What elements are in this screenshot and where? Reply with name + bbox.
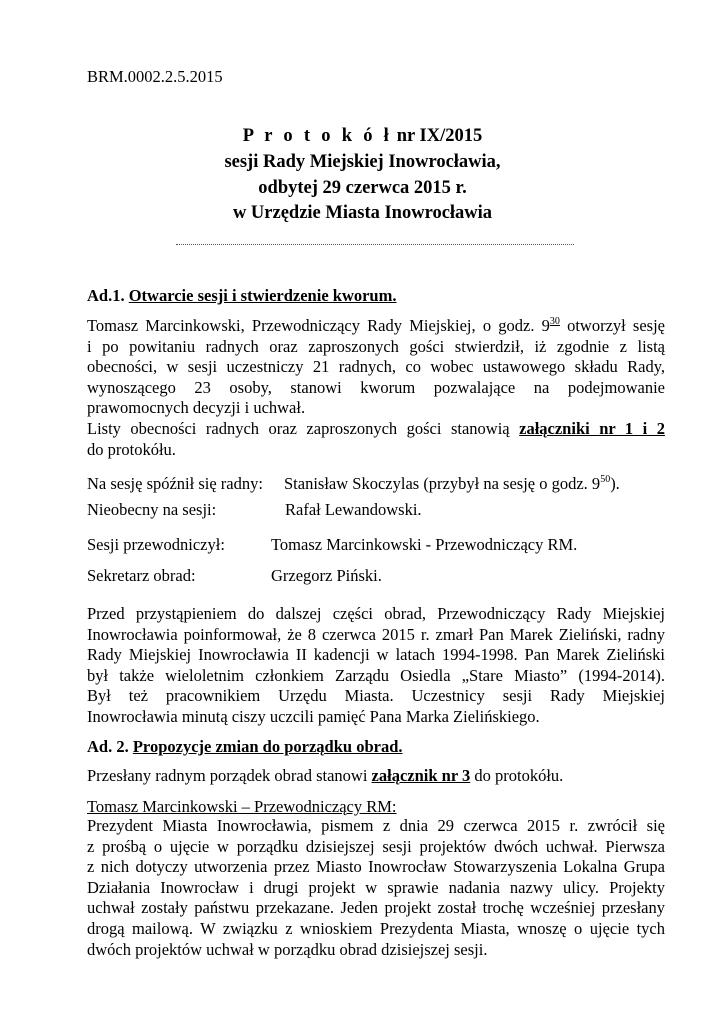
ad1-heading-text: Otwarcie sesji i stwierdzenie kworum. bbox=[128, 286, 397, 305]
text-line: Inowrocławia poinformował, że 8 czerwca 2015 r. zmarł Pan Marek Zieliński, radny bbox=[87, 624, 665, 644]
attachment-reference: załączniki nr 1 i 2 bbox=[519, 418, 665, 438]
row-late bbox=[87, 474, 620, 494]
text-line: i po powitaniu radnych oraz zaproszonych gości stwierdził, iż zgodnie z listą bbox=[87, 336, 665, 356]
text-line: obecności, w sesji uczestniczy 21 radnych, co wobec ustawowego składu Rady, bbox=[87, 357, 665, 377]
dotted-divider bbox=[176, 240, 574, 245]
text-line: do protokółu. bbox=[87, 439, 176, 459]
ad2-prefix: Ad. 2. bbox=[87, 737, 133, 756]
ad1-prefix: Ad.1. bbox=[87, 286, 129, 305]
text-line: Prezydent Miasta Inowrocławia, pismem z dnia 29 czerwca 2015 r. zwrócił się bbox=[87, 816, 665, 835]
section-heading-ad2 bbox=[87, 737, 403, 757]
late-value: Stanisław Skoczylas (przybył na sesję o godz. $9^{50}$). bbox=[284, 474, 620, 493]
ad2-heading-text: Propozycje zmian do porządku obrad. bbox=[132, 737, 403, 756]
text-line: Był też pracownikiem Urzędu Miasta. Uczestnicy sesji Rady Miejskiej bbox=[87, 686, 665, 706]
text-line: Przed przystąpieniem do dalszej części obrad, Przewodniczący Rady Miejskiej bbox=[87, 604, 665, 623]
secretary-label: Sekretarz obrad: bbox=[87, 566, 196, 585]
title-protokol: P r o t o k ó ł bbox=[242, 126, 393, 146]
paragraph-mayor-request bbox=[87, 816, 665, 960]
document-reference: BRM.0002.2.5.2015 bbox=[87, 67, 223, 86]
text-line: z prośbą o ujęcie w porządku dzisiejszej sesji projektów dwóch uchwał. Pierwsza bbox=[87, 836, 665, 856]
text-line: uchwał zostały państwu przekazane. Jeden projekt został trochę wcześniej przesłany bbox=[87, 898, 665, 918]
paragraph-memorial bbox=[87, 604, 665, 728]
protocol-title bbox=[0, 124, 725, 149]
text-line: prawomocnych decyzji i uchwał. bbox=[87, 398, 306, 418]
text-line: dwóch projektów uchwał w porządku obrad dzisiejszej sesji. bbox=[87, 939, 488, 959]
title-line-3: odbytej 29 czerwca 2015 r. bbox=[258, 178, 467, 198]
text-line: Listy obecności radnych oraz zaproszonych gości stanowią załączniki nr 1 i 2 bbox=[87, 418, 665, 438]
text-line: wynoszącego 23 osoby, stanowi kworum pozwalające na podejmowanie bbox=[87, 377, 665, 397]
title-number: nr IX/2015 bbox=[392, 126, 483, 146]
chair-value: Tomasz Marcinkowski - Przewodniczący RM. bbox=[271, 535, 578, 554]
secretary-value: Grzegorz Piński. bbox=[271, 566, 382, 585]
text-line: z nich dotyczy utworzenia przez Miasto Inowrocław Stowarzyszenia Lokalna Grupa bbox=[87, 857, 665, 877]
section-heading-ad1 bbox=[87, 286, 396, 306]
paragraph-opening bbox=[87, 316, 665, 460]
chair-label: Sesji przewodniczył: bbox=[87, 535, 225, 554]
text-line: drogą mailową. W związku z wnioskiem Prezydenta Miasta, wnoszę o ujęcie tych bbox=[87, 918, 665, 938]
agenda-line: Przesłany radnym porządek obrad stanowi załącznik nr 3 do protokółu. bbox=[87, 766, 564, 785]
speaker-label: Tomasz Marcinkowski – Przewodniczący RM: bbox=[87, 797, 397, 816]
row-secretary bbox=[87, 566, 382, 586]
title-line-2: sesji Rady Miejskiej Inowrocławia, bbox=[224, 152, 501, 172]
late-label: Na sesję spóźnił się radny: bbox=[87, 474, 263, 493]
attachment-reference: załącznik nr 3 bbox=[371, 766, 471, 785]
text-line: Działania Inowrocław i drugi projekt w sprawie nadania nazwy ulicy. Projekty bbox=[87, 877, 665, 897]
text-line: Rady Miejskiej Inowrocławia II kadencji w latach 1994-1998. Pan Marek Zieliński bbox=[87, 645, 665, 665]
absent-label: Nieobecny na sesji: bbox=[87, 500, 217, 519]
row-chair bbox=[87, 535, 577, 555]
title-line-4: w Urzędzie Miasta Inowrocławia bbox=[232, 203, 493, 223]
text-line: był także wieloletnim członkiem Zarządu Osiedla „Stare Miasto” (1994-2014). bbox=[87, 665, 665, 685]
row-absent bbox=[87, 500, 422, 520]
text-line: Inowrocławia minutą ciszy uczcili pamięć Pana Marka Zielińskiego. bbox=[87, 706, 540, 726]
absent-value: Rafał Lewandowski. bbox=[285, 500, 422, 519]
text-line: Tomasz Marcinkowski, Przewodniczący Rady Miejskiej, o godz. $9^{30}$ otworzył sesję bbox=[87, 316, 665, 335]
